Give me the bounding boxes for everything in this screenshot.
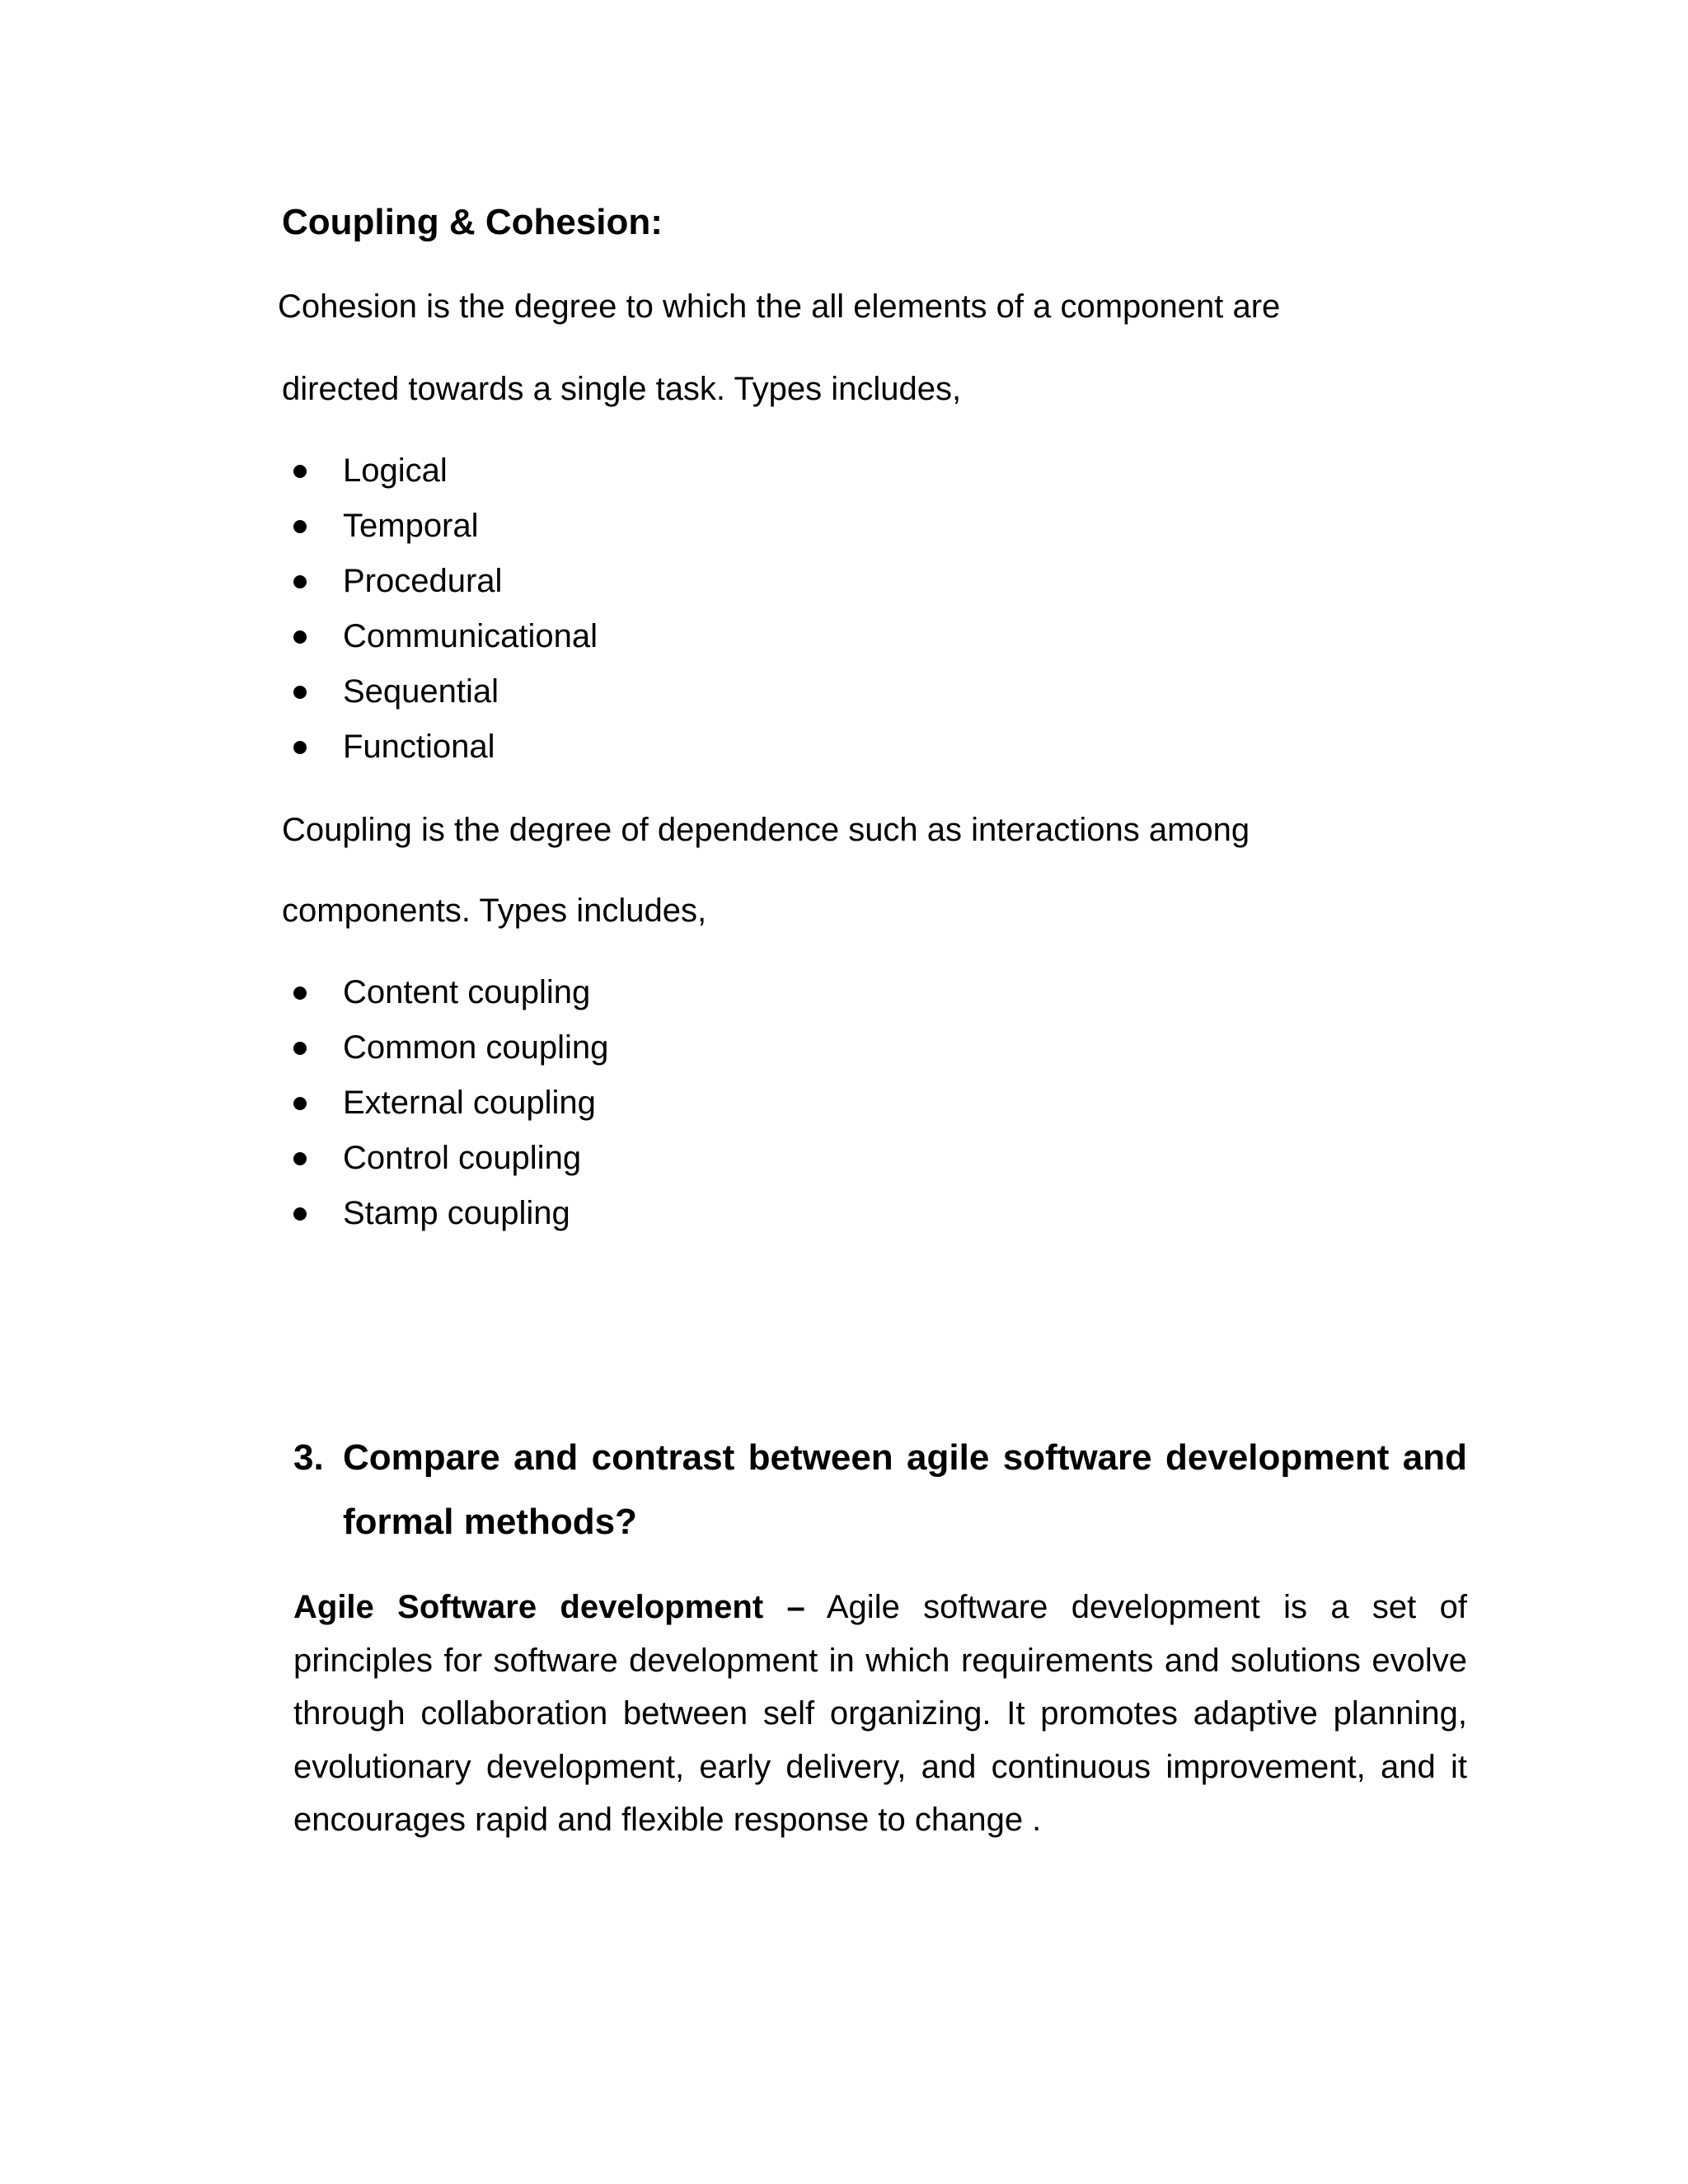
agile-definition-paragraph — [293, 1581, 1467, 1847]
coupling-definition-line-2: components. Types includes, — [282, 893, 707, 929]
agile-definition-label: Agile Software development – — [293, 1589, 805, 1625]
bullet-icon — [293, 987, 307, 1000]
bullet-icon — [293, 520, 307, 533]
document-page: Coupling & Cohesion: Cohesion is the degree to which the all elements of a component are directed towards a single task. Types includes, Logical Temporal Procedural Communicational Sequential Functional Coupling is the degree of dependence such as interactions among components. Types includes, Content coupling Common coupling External coupling Control coupling Stamp coupling 3. Compare and contrast between agile software development and formal methods? Agile Software development – Agile software development is a set of principles for software development in which requirements and solutions evolve through collaboration between self organizing. It promotes adaptive planning, evolutionary development, early delivery, and continuous improvement, and it encourages rapid and flexible response to change . — [0, 0, 1688, 2184]
bullet-icon — [293, 741, 307, 754]
coupling-definition-line-1: Coupling is the degree of dependence such as interactions among — [282, 812, 1250, 848]
bullet-icon — [293, 1207, 307, 1221]
bullet-icon — [293, 575, 307, 588]
bullet-icon — [293, 686, 307, 699]
cohesion-definition-line-2: directed towards a single task. Types includes, — [282, 371, 962, 407]
question-text: Compare and contrast between agile software development and formal methods? — [343, 1437, 1467, 1542]
question-number: 3. — [293, 1437, 324, 1478]
agile-definition-text: Agile software development is a set of principles for software development in which requirements and solutions evolve through collaboration between self organizing. It promotes adaptive planning, evolutionary development, early delivery, and continuous improvement, and it encourages rapid and flexible response to change . — [293, 1589, 1467, 1838]
bullet-icon — [293, 465, 307, 478]
bullet-icon — [293, 1152, 307, 1165]
bullet-icon — [293, 1097, 307, 1110]
section-heading: Coupling & Cohesion: — [282, 202, 663, 242]
cohesion-definition-line-1: Cohesion is the degree to which the all elements of a component are — [278, 288, 1281, 325]
bullet-icon — [293, 1042, 307, 1055]
bullet-icon — [293, 630, 307, 644]
